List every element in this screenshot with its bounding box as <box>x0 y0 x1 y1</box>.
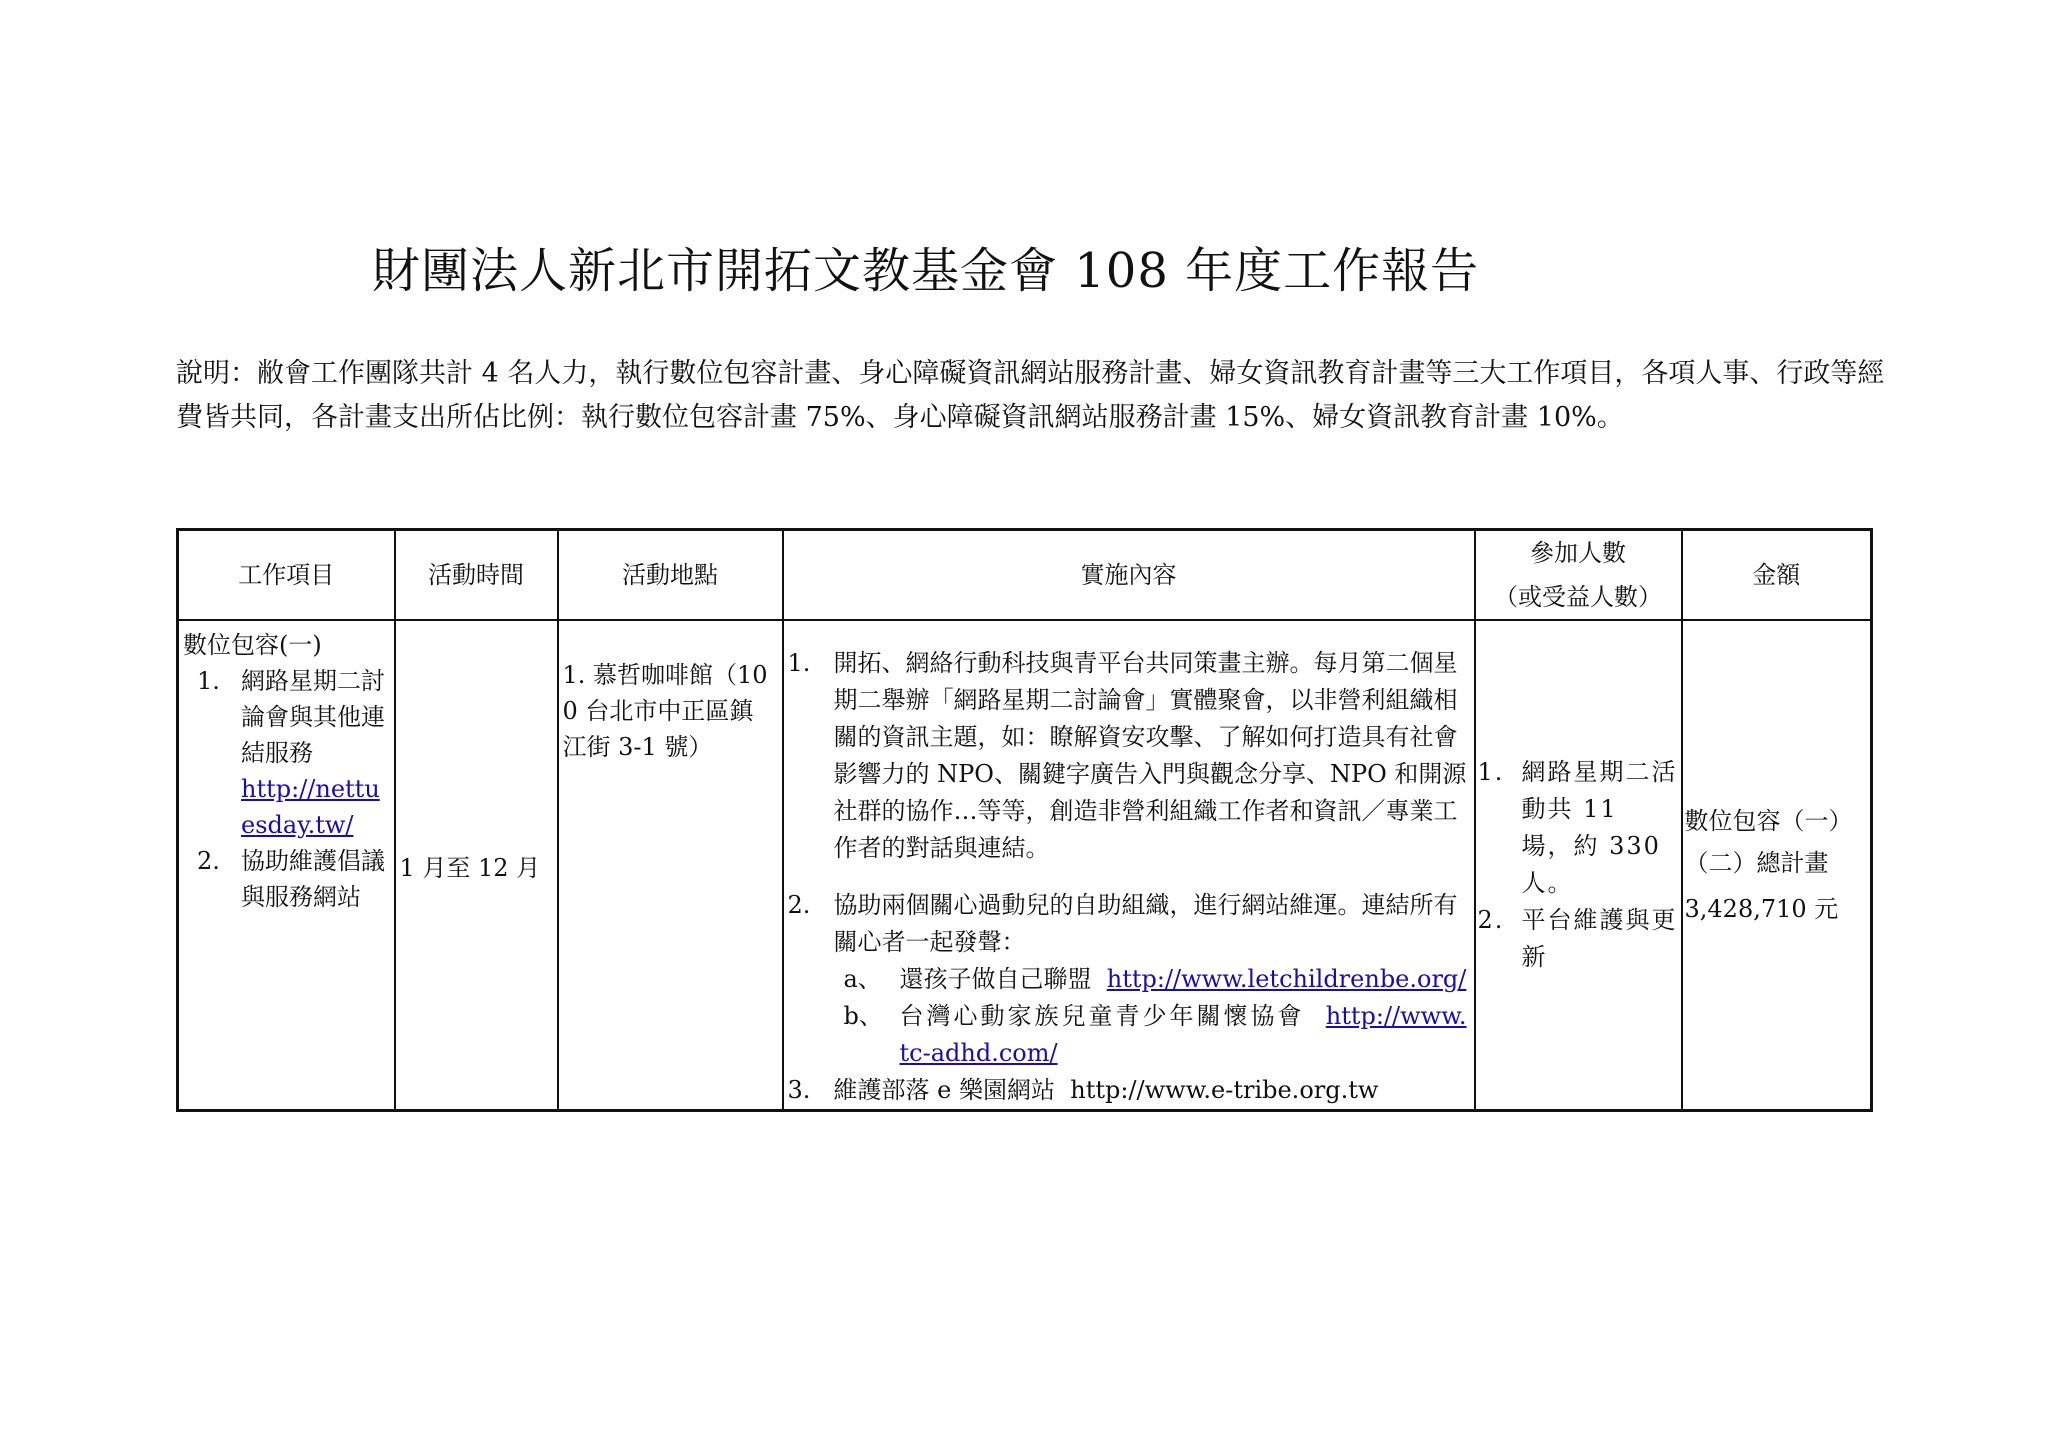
cell-amount <box>1682 620 1872 1111</box>
work-report-table <box>176 528 1873 1112</box>
list-item: 1. 網路星期二討論會與其他連結服務 http://nettuesday.tw/ <box>197 667 385 839</box>
header-location: 活動地點 <box>558 530 783 621</box>
list-item: 1. 開拓、網絡行動科技與青平台共同策畫主辦。每月第二個星期二舉辦「網路星期二討論會」實體聚會，以非營利組織相關的資訊主題，如：瞭解資安攻擊、了解如何打造具有社會影響力的 NPO、關鍵字廣告入門與觀念分享、NPO 和開源社群的協作…等等，創造非營利組織工作者和資訊／專業工作者的對話與連結。 <box>788 645 1470 867</box>
list-item: 1. 網路星期二活動共 11 場，約 330 人。 <box>1478 754 1679 902</box>
cell-content <box>783 620 1475 1111</box>
page-title: 財團法人新北市開拓文教基金會 108 年度工作報告 <box>372 243 1480 299</box>
cell-work-item <box>178 620 395 1111</box>
content-sub-list <box>834 961 1470 1072</box>
cell-location <box>558 620 783 1111</box>
content-item-2-text: 協助兩個關心過動兒的自助組織，進行網站維運。連結所有關心者一起發聲： <box>833 891 1458 956</box>
cell-participants <box>1475 620 1682 1111</box>
sub-a-text: 還孩子做自己聯盟 <box>899 965 1092 993</box>
header-amount: 金額 <box>1682 530 1872 621</box>
header-participants-line1: 參加人數 <box>1530 539 1626 567</box>
list-item: 2. 平台維護與更新 <box>1478 902 1679 976</box>
list-item: a、 還孩子做自己聯盟 http://www.letchildrenbe.org/ <box>843 965 1467 993</box>
work-item-heading: 數位包容(一) <box>183 631 322 659</box>
amount-line-3: 3,428,710 元 <box>1684 895 1839 923</box>
participants-list <box>1478 754 1679 976</box>
list-item: 2. 協助維護倡議與服務網站 <box>183 843 390 915</box>
work-item-list <box>183 663 390 915</box>
content-item-1-text: 開拓、網絡行動科技與青平台共同策畫主辦。每月第二個星期二舉辦「網路星期二討論會」實體聚會，以非營利組織相關的資訊主題，如：瞭解資安攻擊、了解如何打造具有社會影響力的 NPO、關鍵字廣告入門與觀念分享、NPO 和開源社群的協作…等等，創造非營利組織工作者和資訊／專業工作者的對話與連結。 <box>833 649 1467 862</box>
header-time: 活動時間 <box>395 530 558 621</box>
letchildrenbe-link[interactable]: http://www.letchildrenbe.org/ <box>1106 965 1467 993</box>
header-content: 實施內容 <box>783 530 1475 621</box>
list-item: b、 台灣心動家族兒童青少年關懷協會 http://www.tc-adhd.com/ <box>843 1002 1467 1067</box>
table-row <box>178 620 1872 1111</box>
participants-item-1-text: 網路星期二活動共 11 場，約 330 人。 <box>1521 758 1678 897</box>
header-participants <box>1475 530 1682 621</box>
header-work-item: 工作項目 <box>178 530 395 621</box>
cell-time: 1 月至 12 月 <box>395 620 558 1111</box>
location-text: 1. 慕哲咖啡館（100 台北市中正區鎮江街 3-1 號） <box>562 661 768 761</box>
sub-b-text: 台灣心動家族兒童青少年關懷協會 <box>899 1002 1305 1030</box>
table-header-row <box>178 530 1872 621</box>
list-item: 2. 協助兩個關心過動兒的自助組織，進行網站維運。連結所有關心者一起發聲： a、 還孩子做自己聯盟 http://www.letchildrenbe.org/ b、 台灣心動家族兒童青少年關懷協會 http://www.tc-adhd.com/ <box>788 887 1470 1072</box>
e-tribe-url: http://www.e-tribe.org.tw <box>1070 1076 1379 1104</box>
amount-line-2: （二）總計畫 <box>1684 849 1829 877</box>
work-item-2-text: 協助維護倡議與服務網站 <box>241 847 385 911</box>
description-paragraph: 說明：敝會工作團隊共計 4 名人力，執行數位包容計畫、身心障礙資訊網站服務計畫、婦女資訊教育計畫等三大工作項目，各項人事、行政等經費皆共同，各計畫支出所佔比例：執行數位包容計畫 75%、身心障礙資訊網站服務計畫 15%、婦女資訊教育計畫 10%。 <box>176 358 1885 433</box>
nettuesday-link[interactable]: http://nettuesday.tw/ <box>241 775 380 839</box>
list-item: 3. 維護部落 e 樂園網站 http://www.e-tribe.org.tw <box>787 1076 1379 1104</box>
content-list <box>788 645 1470 1109</box>
header-participants-line2: （或受益人數） <box>1494 583 1662 611</box>
work-item-1-text: 網路星期二討論會與其他連結服務 <box>241 667 385 767</box>
amount-line-1: 數位包容（一） <box>1684 807 1853 835</box>
tc-adhd-link[interactable]: http://www.tc-adhd.com/ <box>899 1002 1467 1067</box>
content-item-3-text: 維護部落 e 樂園網站 <box>833 1076 1055 1104</box>
participants-item-2-text: 平台維護與更新 <box>1521 906 1678 971</box>
